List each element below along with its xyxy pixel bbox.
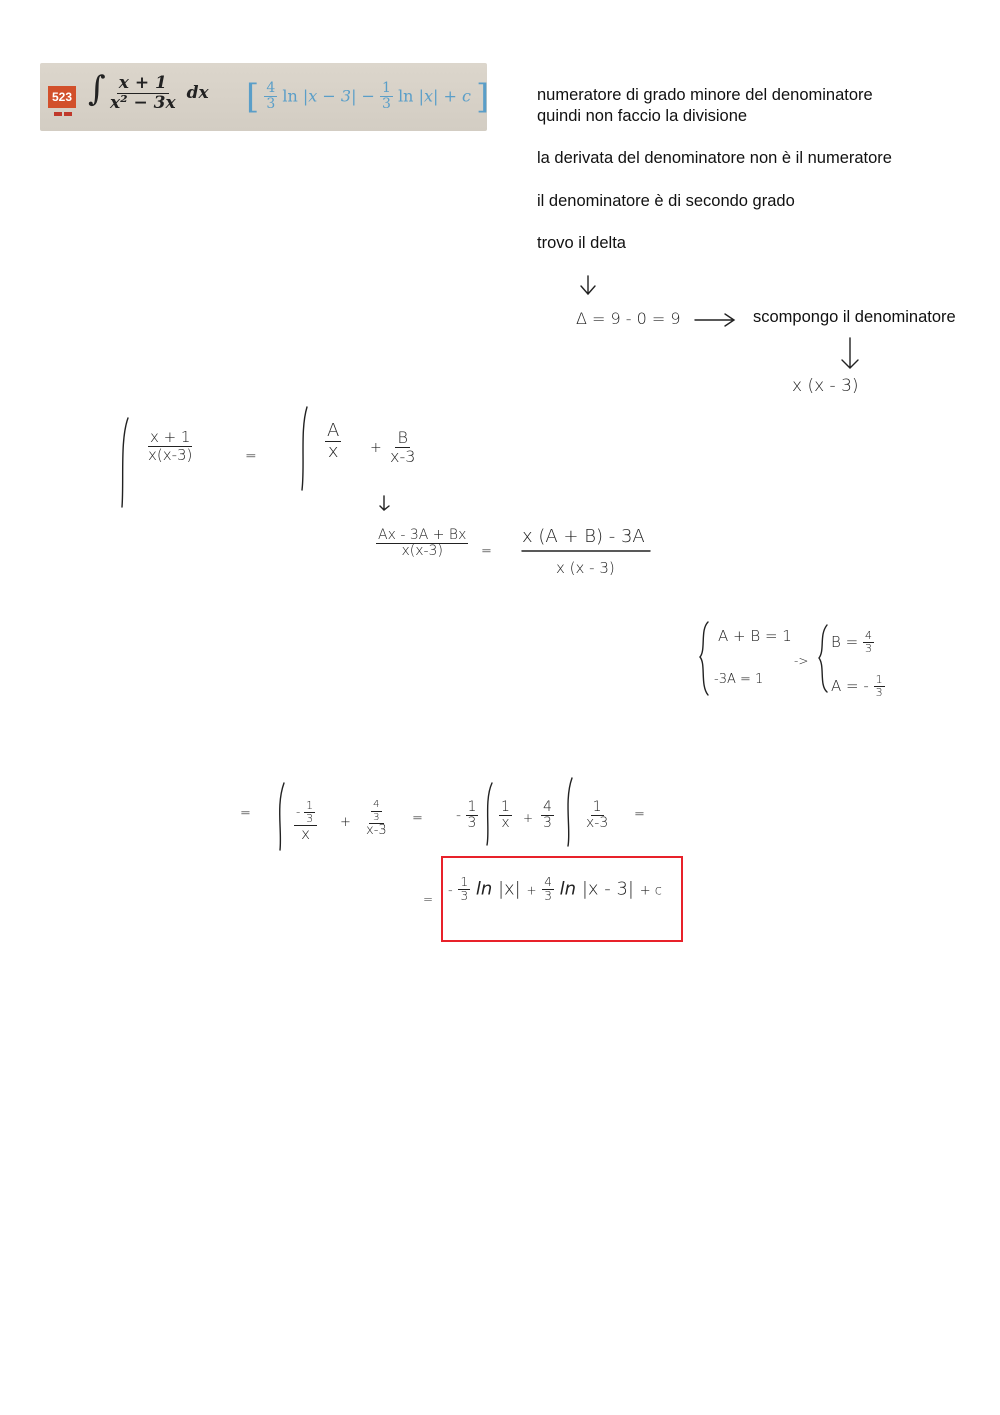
answer-coef2-num: 1 <box>382 80 391 97</box>
final-abs-x3: |x - 3| <box>581 878 634 900</box>
solution-B-num: 4 <box>864 629 872 642</box>
coef-four-thirds <box>541 800 554 831</box>
answer-coef2-den: 3 <box>382 96 391 113</box>
term-A-numerator <box>294 800 317 826</box>
equals-sign: = <box>481 544 492 559</box>
four-num: 4 <box>373 799 380 810</box>
answer-minus: − <box>361 86 375 106</box>
final-abs-x: |x| <box>497 878 521 900</box>
final-lead-equals: = <box>423 892 434 906</box>
brace-icon <box>819 625 827 692</box>
answer-bracket-close: ] <box>476 77 490 117</box>
answer-ln1: ln <box>282 86 298 106</box>
partial-A-numerator: A <box>327 420 340 441</box>
combined-denominator: x(x-3) <box>401 542 443 559</box>
solution-A <box>831 674 885 699</box>
solution-A-num: 1 <box>875 673 883 686</box>
neg-sign: - <box>296 804 301 819</box>
one-num: 1 <box>592 799 602 815</box>
partial-B-denominator: x-3 <box>390 446 416 466</box>
third-den: 3 <box>467 814 477 831</box>
integral-sign-icon <box>122 418 128 507</box>
down-arrow-icon <box>581 276 595 294</box>
one-over-x3 <box>584 800 610 831</box>
term-A-fraction <box>294 800 317 842</box>
delta-computation: Δ = 9 - 0 = 9 <box>576 309 681 328</box>
final-plus: + <box>526 883 537 898</box>
partial-B-numerator: B <box>397 428 408 447</box>
lhs-denominator: x(x-3) <box>148 445 193 464</box>
note-decompose: scompongo il denominatore <box>753 308 956 326</box>
note-line-3: la derivata del denominatore non è il numeratore <box>537 149 892 167</box>
final-ln1: ln <box>475 878 493 900</box>
integral-sign: ∫ <box>88 69 106 109</box>
system-eq2: -3A = 1 <box>714 672 764 687</box>
third-num: 1 <box>306 799 314 812</box>
integrand-denominator: x² − 3x <box>110 92 176 113</box>
final-constant: + c <box>639 883 662 899</box>
brace-icon <box>700 622 708 695</box>
final-four-num: 4 <box>544 875 552 889</box>
factored-denominator: x (x - 3) <box>792 376 859 396</box>
down-arrow-icon <box>842 338 858 368</box>
one-over-x <box>499 800 512 831</box>
term-A-denominator: x <box>301 824 311 843</box>
down-arrow-icon <box>380 496 389 510</box>
answer-abs2: |x| <box>418 86 439 106</box>
three-den: 3 <box>373 811 380 823</box>
right-arrow-icon <box>695 314 734 326</box>
x-den: x <box>501 814 510 831</box>
final-answer <box>448 876 662 903</box>
answer-coef1-num: 4 <box>266 80 276 97</box>
regroup-denominator: x (x - 3) <box>556 559 615 577</box>
final-three-den: 3 <box>544 888 552 903</box>
note-line-4: il denominatore è di secondo grado <box>537 192 795 210</box>
coef-neg-third <box>456 800 478 831</box>
plus-sign: + <box>340 815 351 830</box>
differential: dx <box>186 83 209 104</box>
integral-sign-icon <box>487 783 492 845</box>
final-neg: - <box>448 883 453 899</box>
partial-A-denominator: x <box>327 440 339 462</box>
answer-coef1-den: 3 <box>266 96 276 113</box>
note-line-2: quindi non faccio la divisione <box>537 107 748 125</box>
four-num: 4 <box>543 799 552 815</box>
third-num: 1 <box>467 799 477 815</box>
note-line-1: numeratore di grado minore del denominatore <box>537 86 873 104</box>
x3-den: x-3 <box>586 814 609 831</box>
plus-sign: + <box>523 811 534 825</box>
solution-B-den: 3 <box>864 641 872 655</box>
third-den: 3 <box>306 811 314 825</box>
answer-bracket-open: [ <box>246 77 260 117</box>
integrand-numerator: x + 1 <box>118 73 167 93</box>
equals-sign: = <box>245 448 257 464</box>
term-B-denominator: x-3 <box>366 822 387 838</box>
equals-sign: = <box>412 811 423 826</box>
final-ln2: ln <box>559 878 577 900</box>
answer-constant: + c <box>443 86 471 106</box>
problem-number-badge: 523 <box>48 86 76 108</box>
one-num: 1 <box>501 799 510 815</box>
plus-sign: + <box>370 440 382 456</box>
neg-sign: - <box>456 807 462 824</box>
integral-sign-icon <box>280 783 284 850</box>
lhs-fraction <box>146 430 194 463</box>
three-den: 3 <box>543 814 552 831</box>
partial-A <box>325 422 341 462</box>
term-B-fraction <box>364 800 389 838</box>
combined-numerator: Ax - 3A + Bx <box>378 527 467 543</box>
answer-abs1: |x − 3| <box>302 86 357 106</box>
system-arrow: -> <box>794 654 809 668</box>
solution-B-label: B = <box>831 632 859 651</box>
equals-sign: = <box>634 807 645 822</box>
term-B-numerator <box>369 800 383 824</box>
lhs-numerator: x + 1 <box>149 428 191 446</box>
final-third-num: 1 <box>460 875 469 889</box>
note-line-5: trovo il delta <box>537 234 626 252</box>
integral-sign-icon <box>302 407 307 490</box>
system-eq1: A + B = 1 <box>718 627 792 645</box>
regroup-numerator: x (A + B) - 3A <box>522 526 645 547</box>
partial-B <box>388 430 417 465</box>
solution-A-label: A = - <box>831 676 869 695</box>
equals-sign: = <box>240 806 251 821</box>
integral-sign-icon <box>568 778 572 846</box>
answer-ln2: ln <box>398 86 414 106</box>
solution-A-den: 3 <box>875 685 883 699</box>
combined-fraction <box>376 528 468 559</box>
solution-B <box>831 630 874 655</box>
final-third-den: 3 <box>460 888 469 903</box>
